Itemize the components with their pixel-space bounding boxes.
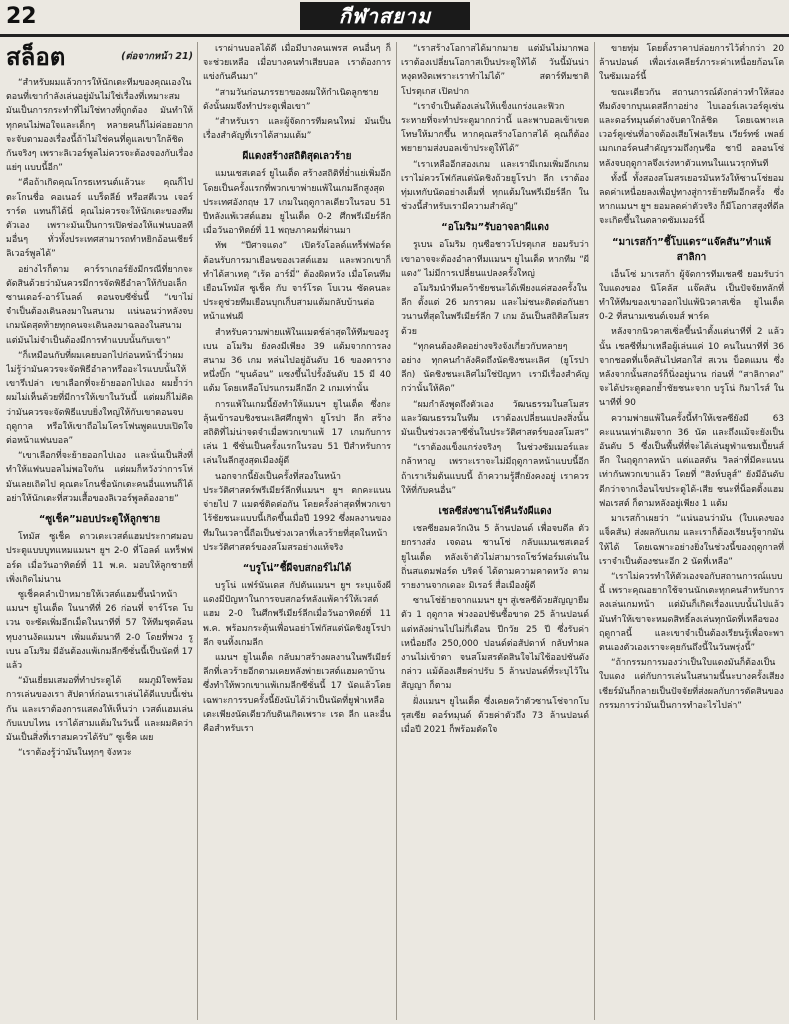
paragraph: อย่างไรก็ตาม คาร์ราเกอร์ยังมีกรณีที่ยากจะตัดสินด้วยว่ามันควรมีการจัดพิธีอำลาให้กับอเล็กซานเดอร์-อาร์โนลด์ ตอนจบซีซั่นนี้ “เขาไม่จำเป็นต้องเดินลงมาในสนาม แน่นอนว่าหลังจบเกมนัดสุดท้ายทุกคนจะเดินลงมาฉลองในสนาม แต่มันไม่จำเป็นต้องมีการทำแบบนั้นกับเขา” xyxy=(6,264,193,346)
paragraph: เอ็นโซ่ มาเรสก้า ผู้จัดการทีมเชลซี ยอมรับว่าใบแดงของ นิโคลัส แจ๊คสัน เป็นปัจจัยหลักที่ทำให้ทีมของเขาออกไปแพ้นิวคาสเซิ่ล ยูไนเต็ด 0-2 ที่สนามเซนต์เจมส์ พาร์ค xyxy=(599,269,784,323)
paragraph: “สำหรับเรา และผู้จัดการทีมคนใหม่ มันเป็นเรื่องสำคัญที่เราได้สามแต้ม” xyxy=(203,117,391,142)
paragraph: “เขาเลือกที่จะย้ายออกไปเอง และนั่นเป็นสิ่งที่ทำให้แฟนบอลไม่พอใจกัน แต่ผมก็หวังว่าการโห่มันเลยเถิดไป คุณตะโกนชื่อนักเตะคนอื่นแทนก็ได้ อย่าให้นักเตะที่สวมเสื้อของลิเวอร์พูลต้องอาย” xyxy=(6,451,193,504)
paragraph: “เราไม่ควรทำให้ตัวเองจอกับสถานการณ์แบบนี้ เพราะคุณอยากใช้จานนักเตะทุกคนสำหรับการลงเล่นเกมหน้า แต่มันก็เกิดเรื่องแบบนั้นไปแล้ว มันทำให้เขาจะหมดสิทธิ์ลงเล่นทุกนัดที่เหลือของฤดูกาลนี้ และเขาจำเป็นต้องเรียนรู้เพื่อจะพาตนเองตัวเองเราจะคุยกันถึงนี้ในวันพรุ่งนี้” xyxy=(599,571,784,653)
paragraph: นอกจากนี้ยังเป็นครั้งที่สองในหน้าประวัติศาสตร์พรีเมียร์ลีกที่แมนฯ ยูฯ ตกคะแนนจ่ายไป 7 แมตช์ติดต่อกัน โดยครั้งล่าสุดที่พวกเขาไร้ชัยชนะแบบนี้เกิดขึ้นเมื่อปี 1992 ซึ่งผลงานของทีมในเวลานี้ถือเป็นช่วงเวลาที่เลวร้ายที่สุดในหน้าประวัติศาสตร์ของสโมสรอย่างแท้จริง xyxy=(203,471,391,553)
paragraph: เชลซียอมควักเงิน 5 ล้านปอนด์ เพื่อจบดีล ตัวยกรางส่ง เจดอน ซานโช่ กลับแมนเชสเตอร์ ยูไนเต็ด หลังเจ้าตัวไม่สามารถโชว์ฟอร์มเด่นในถิ่นสแตมฟอร์ด บริดจ์ ได้ตามความคาดหวัง ตามรายงานจากเดอะ มิเรอร์ สื่อเมืองผู้ดี xyxy=(401,524,589,591)
paragraph: “สามวันก่อนภรรยาของผมให้กำเนิดลูกชาย ดังนั้นผมจึงทำประตูเพื่อเขา” xyxy=(203,87,379,112)
paragraph: “สำหรับผมแล้วการให้นักเตะทีมของคุณเองในตอนที่เขากำลังเล่นอยู่มันไม่ใช่เรื่องที่เหมาะสม มันเป็นการกระทำที่ไม่ใช่ทางที่ถูกต้อง มันทำให้ทุกคนไม่พอใจและเด็กๆ หลายคนก็ไม่ค่อยอยากจะจับตามองเรื่องนี้ถ้าไม่ใช่คนที่ดูแลเขาใกล้ชิดกันจริงๆ เพราะลิเวอร์พูลไม่ควรจะต้องจองกับเรื่องแย่ๆ แบบนี้อีก” xyxy=(6,78,193,174)
continued-from-note: (ต่อจากหน้า 21) xyxy=(121,51,193,62)
column-3 xyxy=(401,42,589,1022)
subheading: “อโมริม”รับอาจลาผีแดง xyxy=(441,222,549,234)
paragraph: ความพ่ายแพ้ในครั้งนี้ทำให้เชลซียังมี 63 คะแนนเท่าเดิมจาก 36 นัด และถึงแม้จะยังเป็นอันดับ 5 ซึ่งเป็นพื้นที่ที่จะได้เล่นยูฟ่าแชมเปี้ยนส์ ลีก ในฤดูกาลหน้า แต่แอสตัน วิลล่าที่มีคะแนนเท่ากันพวกเขาแล้ว โดยที่ “สิงห์บลูส์” ยังมีอันดับดีกว่าจากเงื่อนไขประตูได้-เสีย ชนะที่น็อตติ้งแฮม ฟอเรสต์ ก็ตามหลังอยู่เพียง 1 แต้ม xyxy=(599,413,784,509)
paragraph: ทั้งนี้ ทั้งสองสโมสรเยอรมันหวังให้ซานโช่ยอมลดค่าเหนื่อยลงเพื่อปูทางสู่การย้ายทีมอีกครั้ง ซึ่งหากแมนฯ ยูฯ ยอมลดค่าตัวจริง ก็มีโอกาสสูงที่ดีลจะเกิดขึ้นในตลาดซัมเมอร์นี้ xyxy=(599,173,784,227)
paragraph: ซานโช่ย้ายจากแมนฯ ยูฯ สู่เชลซีด้วยสัญญายืมตัว 1 ฤดูกาล พ่วงออปชันซื้อขาด 25 ล้านปอนด์ แต่หลังผ่านไปไม่กี่เดือน ปีกวัย 25 ปี ซึ่งรับค่าเหนื่อยถึง 250,000 ปอนด์ต่อสัปดาห์ กลับทำผลงานไม่เข้าตา จนสโมสรตัดสินใจไม่ใช้ออปชันดังกล่าว แม้ต้องเสียค่าปรับ 5 ล้านปอนด์ที่ระบุไว้ในสัญญา ก็ตาม xyxy=(401,596,589,692)
subheading: “บรูโน่”ชี้ผีจบสกอร์ไม่ได้ xyxy=(242,562,352,574)
paragraph: บรูโน่ แฟร์นันเดส กัปตันแมนฯ ยูฯ ระบุแจ้งผีแดงมีปัญหาในการจบสกอร์หลังแพ้คาร์ให้เวสต์แฮม 2-0 ในศึกพรีเมียร์ลีกเมื่อวันอาทิตย์ที่ 11 พ.ค. พร้อมกระตุ้นเพื่อนอย่าโฟกัสแต่นัดชิงยูโรปา ลีก จนทิ้งเกมลีก xyxy=(203,580,391,648)
paragraph: “เราต้องแข็งแกร่งจริงๆ ในช่วงซัมเมอร์และกล้าหาญ เพราะเราจะไม่มีฤดูกาลหน้าแบบนี้อีก ถ้าเราเริ่มต้นแบบนี้ ถ้าความรู้สึกยังคงอยู่ เราควรให้ที่กับคนอื่น” xyxy=(401,443,589,496)
paragraph: แมนเชสเตอร์ ยูไนเต็ด สร้างสถิติที่ย่ำแย่เพิ่มอีกโดยเป็นครั้งแรกที่พวกเขาพ่ายแพ้ในเกมลีกสูงสุดประเทศอังกฤษ 17 เกมในฤดูกาลเดียวในรอบ 51 ปีหลังแพ้เวสต์แฮม ยูไนเต็ด 0-2 ศึกพรีเมียร์ลีก เมื่อวันอาทิตย์ที่ 11 พฤษภาคมที่ผ่านมา xyxy=(203,169,391,237)
column-divider xyxy=(594,42,595,1020)
paragraph: โทมัส ซูเช็ค ดาวเตะเวสต์แฮมประกาศมอบประตูแบบบูทแหมแมนฯ ยูฯ 2-0 ที่โอลด์ แทร็ฟฟอร์ด เมื่อวันอาทิตย์ที่ 11 พ.ค. มอบให้ลูกชายที่เพิ่งเกิดไม่นาน xyxy=(6,532,193,585)
paragraph: แมนฯ ยูไนเต็ด กลับมาสร้างผลงานในพรีเมียร์ลีกที่เลวร้ายอีกตามเคยหลังพ่ายเวสต์แฮมคาบ้านซึ่งทำให้พวกเขาแพ้เกมลีกซีซั่นนี้ 17 นัดแล้วโดยเฉพาะการรบครั้งนี้ยังนับได้ว่าเป็นนัดที่ยูฟ่าเหลือเตะเพียงนัดเดียวกับดินเกิดเพราะ เรด ลีก และอื่นคือสำหรับเรา xyxy=(203,652,391,734)
paragraph: “เราสร้างโอกาสได้มากมาย แต่มันไม่มากพอ เราต้องเปลี่ยนโอกาสเป็นประตูให้ได้ วันนี้มันน่าหงุดหงิดเพราะเราทำไม่ได้” สตาร์ทีมชาติโปรตุเกส เปิดปาก xyxy=(401,44,589,97)
paragraph: “ก็เหมือนกับที่ผมเคยบอกไปก่อนหน้านี้ว่าผมไม่รู้ว่ามันควรจะจัดพิธีอำลาหรืออะไรแบบนั้นให้เขารึเปล่า เขาเลือกที่จะย้ายออกไปเอง ผมย้ำว่าผมไม่เห็นด้วยที่มีการให้เขาในวันนี้ แต่ผมก็ไม่คิดว่ามันควรจะจัดพิธีแบบยิ่งใหญ่ให้กับเขาตอนจบฤดูกาล หรือให้เขาถือไมโครโฟนพูดแบบเปิดใจต่อหน้าแฟนบอล” xyxy=(6,350,193,447)
paragraph: “เราต้องรู้ว่ามันในทุกๆ จังหวะ xyxy=(18,748,132,759)
paragraph: “คือถ้าเกิดคุณโกรธเทรนต์แล้วนะ คุณก็ไปตะโกนชื่อ คอเนอร์ แบร็ดลีย์ หรือสตีเวน เจอร์ราร์ด แทนก็ได้นี่ คุณไม่ควรจะให้นักเตะของทีมตัวเอง เพราะมันเป็นการเปิดช่องให้แฟนบอลทีมอื่นๆ ทั่วทั้งประเทศสามารถทำหยิกอ้อนเชียร์ลิเวอร์พูลได้” xyxy=(6,178,193,260)
paragraph: ทัพ “ปีศาจแดง” เปิดรังโอลด์แทร็ฟฟอร์ด ต้อนรับการมาเยือนของเวสต์แฮม และพวกเขาก็ทำได้สาเหตุ “เร้ด อาร์มี่” ต้องผิดหวัง เมื่อโดนทีมเยือนโทมัส ซูเช็ค กับ จาร์โรด โบเวน ซัดคนละประตูช่วยทีมเยือนบุกเก็บสามแต้มกลับบ้านต่อหน้าแฟนผี xyxy=(203,241,391,323)
page-header xyxy=(0,0,789,37)
paragraph: ขณะเดียวกัน สถานการณ์ดังกล่าวทำให้สองทีมดังจากบุนเดสลีกาอย่าง ไบเออร์เลเวอร์คูเซ่น และดอร์ทมุนด์ต่างจับตาใกล้ชิด โดยเฉพาะเลเวอร์คูเซ่นที่อาจต้องเสียโฟลเรียน เวียร์ทซ์ เพลย์เมกเกอร์คนสำคัญรวมถึงกุนซือ ชาบี อลอนโซ่ หลังจบฤดูกาลจึงเร่งหาตัวแทนในแนวรุกทันที xyxy=(599,87,784,169)
column-divider xyxy=(396,42,397,1020)
paragraph: “ทุกคนต้องคิดอย่างจริงจังเกี่ยวกับหลายๆ อย่าง ทุกคนกำลังคิดถึงนัดชิงชนะเลิศ (ยูโรปา ลีก) นัดชิงชนะเลิศไม่ใช่ปัญหา เรามีเรื่องสำคัญกว่านั้นให้คิด” xyxy=(401,341,589,395)
column-1 xyxy=(6,42,193,1022)
column-4 xyxy=(599,42,784,1022)
column-divider xyxy=(197,42,198,1020)
paragraph: อโมริมนำทีมคว้าชัยชนะได้เพียงแค่สองครั้งในลีก ตั้งแต่ 26 มกราคม และไม่ชนะติดต่อกันยาวนานที่สุดในพรีเมียร์ลีก 7 เกม อันเป็นสถิติสโมสรด้วย xyxy=(401,284,589,337)
paragraph: “มันเยี่ยมเสมอที่ทำประตูได้ ผมภูมิใจพร้อมการเล่นของเรา สัปดาห์ก่อนเราเล่นได้ดีแบบนี้เช่นกัน และเราต้องการแสดงให้เห็นว่า เวสต์แฮมเล่นกับแบบไหน เราได้สามแต้มในวันนี้ และผมคิดว่ามันเป็นสิ่งที่เราสมควรได้รับ” ซูเช็ค เผย xyxy=(6,676,193,743)
paragraph: เราผ่านบอลได้ดี เมื่อมีบางคนเพรส คนอื่นๆ ก็จะช่วยเหลือ เมื่อบางคนทำเสียบอล เราต้องการแข่งกันคืนมา” xyxy=(203,44,391,83)
paragraph: “เราเหลืออีกสองเกม และเรามีเกมเพิ่มอีกเกม เราไม่ควรโฟกัสแต่นัดชิงถ้วยยูโรปา ลีก เราต้องทุ่มเทกับนัดอย่างเต็มที่ ทุกแต้มในพรีเมียร์ลีก ในช่วงนี้สำหรับเรามีความสำคัญ” xyxy=(401,159,589,213)
paragraph: สำหรับความพ่ายแพ้ในแมตช์ล่าสุดให้ทีมของรูเบน อโมริม ยังคงมีเพียง 39 แต้มจากการลงสนาม 36 เกม หล่นไปอยู่อันดับ 16 ของตารางหนึ่งบิ๊ก “ขุนค้อน” แซงขึ้นไปรั้งอันดับ 15 มี 40 แต้ม โดยเหลือโปรแกรมลีกอีก 2 เกมเท่านั้น xyxy=(203,327,391,395)
paragraph: “เราจำเป็นต้องเล่นให้แข็งแกร่งและฟิวกระหายที่จะทำประตูมากกว่านี้ และพาบอลเข้าเขตโทษให้มากขึ้น หากคุณสร้างโอกาสได้ คุณก็ต้องพยายามส่งบอลเข้าประตูให้ได้” xyxy=(401,101,589,155)
paragraph: “ถ้ากรรมการมองว่าเป็นใบแดงมันก็ต้องเป็นใบแดง แต่กับการเล่นในสนามนี้นะบางครั้งเสียงเชียร์มันก็กลายเป็นปัจจัยที่ส่งผลกับการตัดสินของกรรมการว่ามันเป็นการทำอะไรไปล่า” xyxy=(599,658,784,711)
column-2 xyxy=(203,42,391,1022)
subheading: เชลซีส่งซานโช่คืนรังผีแดง xyxy=(438,506,552,518)
masthead-logo: กีฬาสยาม xyxy=(300,2,470,30)
paragraph: ซูเช็คคลำเป้าหมายให้เวสต์แฮมขึ้นนำหน้าแมนฯ ยูไนเต็ด ในนาทีที่ 26 ก่อนที่ จาร์โรด โบเวน จะซัดเพิ่มอีกเม็ดในนาทีที่ 57 ให้ทีมชุดค้อนทุบงานงัดแมนฯ เพิ่มแต้มนาที 2-0 โดยที่พวง รูเบน อโมริม มีอันต้องแพ้เกมลีกซีซั่นนี้เป็นนัดที่ 17 แล้ว xyxy=(6,589,193,671)
paragraph: มาเรสก้าเผยว่า “แน่นอนว่ามัน (ใบแดงของแจ็คสัน) ส่งผลกับเกม และเราก็ต้องเรียนรู้จากมันให้ได้ โดยเฉพาะอย่างยิ่งในช่วงนี้ของฤดูกาลที่เราจำเป็นต้องชนะอีก 2 นัดที่เหลือ” xyxy=(599,514,784,567)
paragraph: “ผมกำลังพูดถึงตัวเอง วัฒนธรรมในสโมสร และวัฒนธรรมในทีม เราต้องเปลี่ยนแปลงสิ่งนั้น มันเป็นช่วงเวลาซีซั่นในประวัติศาสตร์ของสโมสร” xyxy=(401,399,589,439)
paragraph: ขายทุ่ม โดยตั้งราคาปล่อยการไว้ต่ำกว่า 20 ล้านปอนด์ เพื่อเร่งเคลียร์ภาระค่าเหนื่อยก้อนโตในซัมเมอร์นี้ xyxy=(599,44,784,83)
subheading: “ซูเช็ค”มอบประตูให้ลูกชาย xyxy=(38,514,161,526)
paragraph: หลังจากนิวคาสเซิ่ลขึ้นนำตั้งแต่นาทีที่ 2 แล้วนั้น เชลซีที่มาเหลือผู้เล่นแค่ 10 คนในนาทีที่ 36 จากชอตที่แจ็คสันไปศอกใส่ สเวน บ็อตแมน ซึ่งหลังจากนั้นสกอร์ก็นิ่งอยู่นาน ก่อนที่ “สาลิกาดง” จะได้ประตูตอกย้ำชัยชนะจาก บรูโน่ กิมาไรส์ ในนาทีที่ 90 xyxy=(599,327,784,409)
article-title xyxy=(6,42,193,72)
paragraph: รูเบน อโมริม กุนซือชาวโปรตุเกส ยอมรับว่า เขาอาจจะต้องอำลาทีมแมนฯ ยูไนเต็ด หากทีม “ผีแดง” ไม่มีการเปลี่ยนแปลงครั้งใหญ่ xyxy=(401,240,589,279)
subheading: “มาเรสก้า”ชี้โบแดร“แจ๊คสัน”ทำแพ้สาลิกา xyxy=(611,236,772,263)
subheading: ผีแดงสร้างสถิติสุดเลวร้าย xyxy=(242,151,352,163)
article-title-text: สล็อต xyxy=(6,43,66,71)
paragraph: ฝั่งแมนฯ ยูไนเต็ด ซึ่งเคยคว้าตัวซานโช่จากโบรุสเซีย ดอร์ทมุนด์ ด้วยค่าตัวถึง 73 ล้านปอนด์ เมื่อปี 2021 ก็พร้อมตัดใจ xyxy=(401,696,589,735)
paragraph: การแพ้ในเกมนี้ยังทำให้แมนฯ ยูไนเต็ด ซึ่งกะลุ้นเข้ารอบชิงชนะเลิศศึกยูฟ่า ยูโรปา ลีก สร้างสถิติที่ไม่น่าจดจำเมื่อพวกเขาแพ้ 17 เกมกับการเล่น 1 ซีซั่นเป็นครั้งแรกในรอบ 51 ปีสำหรับการเล่นในลีกสูงสุดเมืองผู้ดี xyxy=(203,399,391,467)
page-number: 22 xyxy=(6,4,37,29)
